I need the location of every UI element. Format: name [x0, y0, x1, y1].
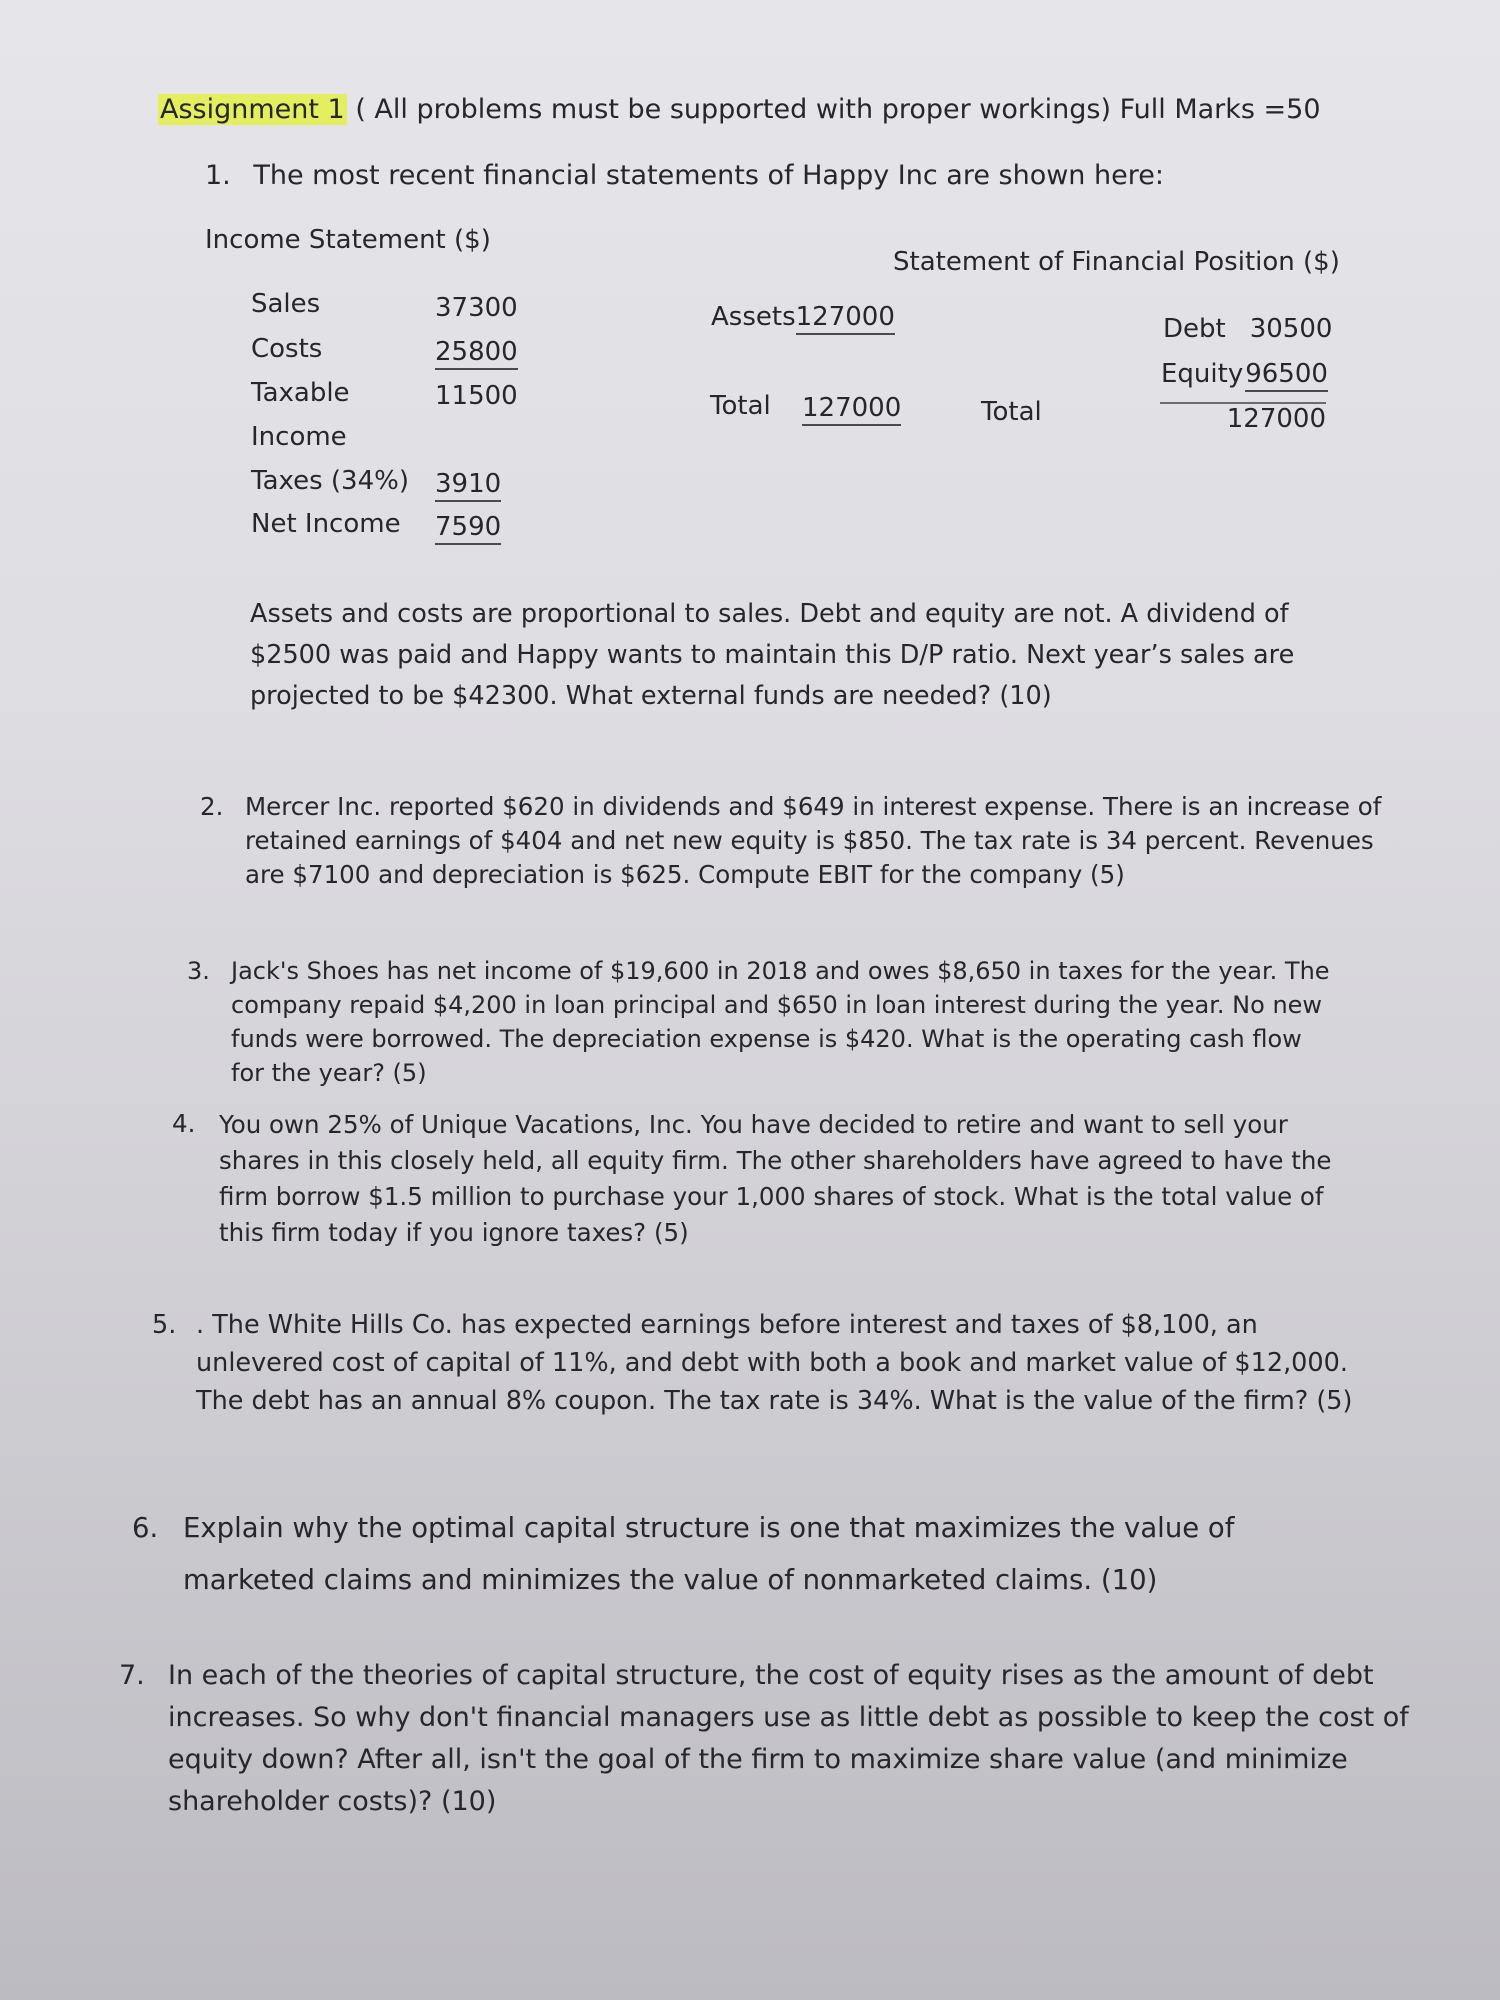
q3-line: company repaid $4,200 in loan principal and $650 in loan interest during the year. No new	[231, 991, 1323, 1019]
sfp-assets	[711, 302, 895, 332]
q7-line: shareholder costs)? (10)	[168, 1786, 497, 1817]
equity-value: 96500	[1245, 359, 1328, 392]
q1-intro-text: The most recent financial statements of Happy Inc are shown here:	[253, 160, 1164, 191]
q6-number: 6.	[132, 1512, 159, 1544]
income-value-taxes: 3910	[435, 469, 501, 502]
q4-line: shares in this closely held, all equity firm. The other shareholders have agreed to have the	[219, 1146, 1332, 1175]
q5-number: 5.	[152, 1310, 177, 1340]
q7-line: equity down? After all, isn't the goal of the firm to maximize share value (and minimize	[168, 1744, 1348, 1775]
q1-number: 1.	[205, 160, 231, 191]
q7-line: increases. So why don't financial managers use as little debt as possible to keep the cost of	[168, 1702, 1409, 1733]
assignment-title	[158, 94, 1321, 125]
income-value-costs: 25800	[435, 337, 518, 370]
q1-line: $2500 was paid and Happy wants to maintain this D/P ratio. Next year’s sales are	[250, 640, 1295, 670]
sfp-equity	[1161, 359, 1328, 389]
q1-line: Assets and costs are proportional to sales. Debt and equity are not. A dividend of	[250, 599, 1289, 629]
income-label-sales: Sales	[251, 289, 321, 319]
debt-label: Debt	[1163, 314, 1226, 344]
q4-line: this firm today if you ignore taxes? (5)	[219, 1218, 689, 1247]
income-label-net-income: Net Income	[251, 509, 401, 539]
q6-line: Explain why the optimal capital structure is one that maximizes the value of	[183, 1512, 1235, 1544]
q3-line: funds were borrowed. The depreciation expense is $420. What is the operating cash flow	[231, 1025, 1302, 1053]
q1-intro	[205, 160, 1164, 191]
income-label-taxable: Taxable	[251, 378, 350, 408]
assets-label: Assets	[711, 302, 796, 332]
sfp-total-mid-label: Total	[981, 397, 1042, 427]
q4-number: 4.	[172, 1109, 196, 1138]
sfp-total-left-label: Total	[710, 391, 771, 421]
q5-text	[196, 1306, 1352, 1420]
q7-line: In each of the theories of capital structure, the cost of equity rises as the amount of debt	[168, 1660, 1374, 1691]
q2-text	[245, 790, 1381, 892]
q5-line: unlevered cost of capital of 11%, and debt with both a book and market value of $12,000.	[196, 1348, 1348, 1378]
q2-line: Mercer Inc. reported $620 in dividends and $649 in interest expense. There is an increase of	[245, 792, 1382, 821]
assets-value: 127000	[796, 302, 895, 335]
q4-line: You own 25% of Unique Vacations, Inc. You have decided to retire and want to sell your	[219, 1110, 1288, 1139]
q6-line: marketed claims and minimizes the value of nonmarketed claims. (10)	[183, 1564, 1158, 1596]
income-statement-title: Income Statement ($)	[205, 225, 491, 255]
income-value-sales: 37300	[435, 293, 518, 323]
q4-line: firm borrow $1.5 million to purchase your 1,000 shares of stock. What is the total value of	[219, 1182, 1324, 1211]
title-highlight: Assignment 1	[160, 94, 345, 125]
q2-line: are $7100 and depreciation is $625. Compute EBIT for the company (5)	[245, 860, 1125, 889]
q1-line: projected to be $42300. What external funds are needed? (10)	[250, 681, 1052, 711]
title-rest: ( All problems must be supported with proper workings) Full Marks =50	[346, 94, 1321, 125]
debt-value: 30500	[1249, 314, 1333, 344]
income-label-income: Income	[251, 422, 347, 452]
equity-label: Equity	[1161, 359, 1244, 389]
q7-text	[168, 1655, 1409, 1823]
sfp-total-right-value: 127000	[1160, 402, 1326, 434]
q5-line: . The White Hills Co. has expected earnings before interest and taxes of $8,100, an	[196, 1310, 1258, 1340]
income-label-costs: Costs	[251, 334, 323, 364]
q3-line: for the year? (5)	[231, 1059, 427, 1087]
q2-line: retained earnings of $404 and net new equity is $850. The tax rate is 34 percent. Revenues	[245, 826, 1374, 855]
q6-text	[183, 1502, 1234, 1606]
q4-text	[219, 1107, 1331, 1251]
q1-paragraph	[250, 594, 1294, 717]
income-value-taxable: 11500	[435, 381, 518, 411]
sfp-title: Statement of Financial Position ($)	[893, 247, 1340, 277]
q7-number: 7.	[119, 1660, 145, 1691]
income-label-taxes: Taxes (34%)	[251, 466, 409, 496]
q3-number: 3.	[187, 957, 210, 985]
sfp-debt	[1163, 314, 1332, 344]
sfp-total-left-value: 127000	[802, 393, 901, 426]
q5-line: The debt has an annual 8% coupon. The tax rate is 34%. What is the value of the firm? (5)	[196, 1386, 1353, 1416]
income-value-net-income: 7590	[435, 512, 501, 545]
q3-line: Jack's Shoes has net income of $19,600 in 2018 and owes $8,650 in taxes for the year. The	[231, 957, 1330, 985]
q3-text	[231, 954, 1330, 1090]
q2-number: 2.	[200, 792, 224, 821]
